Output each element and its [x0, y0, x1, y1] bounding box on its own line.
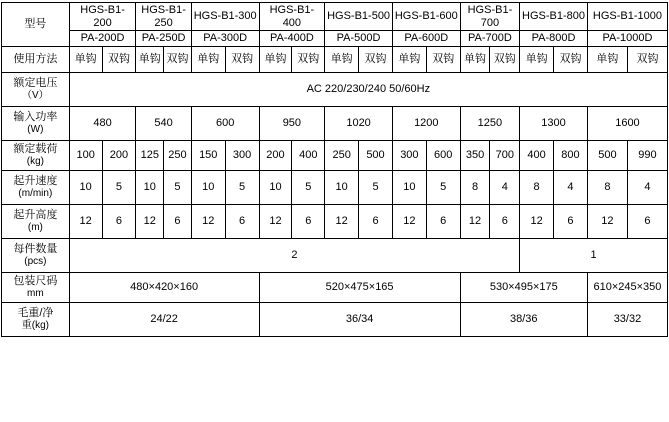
row-label-speed-unit: (m/min) — [18, 187, 53, 199]
table-row-height — [2, 204, 668, 238]
model-mid: 200 — [93, 16, 112, 29]
row-label-model: 型号 — [2, 3, 70, 47]
usage-cell: 单钩 — [69, 46, 102, 72]
model-cell — [325, 3, 393, 31]
voltage-value: AC 220/230/240 50/60Hz — [69, 72, 667, 106]
speed-value: 8 — [587, 170, 627, 204]
row-label-load-unit: (kg) — [26, 155, 44, 167]
model-top: HGS-B1- — [269, 4, 315, 16]
load-value: 300 — [392, 140, 426, 170]
model-top: HGS-B1-800 — [522, 10, 586, 23]
power-value: 600 — [191, 106, 259, 140]
table-row-power — [2, 106, 668, 140]
speed-value: 8 — [520, 170, 554, 204]
height-value: 6 — [102, 204, 136, 238]
model-cell — [587, 3, 667, 31]
speed-value: 5 — [359, 170, 393, 204]
row-label-usage: 使用方法 — [2, 46, 70, 72]
row-label-weight — [2, 302, 70, 336]
row-label-power-unit: (W) — [27, 123, 44, 135]
weight-value: 33/32 — [587, 302, 667, 336]
usage-cell: 双钩 — [102, 46, 136, 72]
load-value: 600 — [426, 140, 460, 170]
row-label-height-unit: (m) — [27, 221, 43, 233]
row-label-power-main: 输入功率 — [13, 111, 58, 124]
usage-cell: 单钩 — [136, 46, 164, 72]
load-value: 250 — [164, 140, 192, 170]
row-label-voltage — [2, 72, 70, 106]
row-label-height — [2, 204, 70, 238]
height-value: 12 — [460, 204, 490, 238]
speed-value: 5 — [164, 170, 192, 204]
height-value: 6 — [292, 204, 325, 238]
model-top: HGS-B1-600 — [394, 10, 458, 23]
height-value: 12 — [325, 204, 359, 238]
usage-cell: 双钩 — [164, 46, 192, 72]
speed-value: 10 — [191, 170, 225, 204]
load-value: 400 — [292, 140, 325, 170]
model-code: PA-500D — [325, 31, 393, 47]
load-value: 200 — [102, 140, 136, 170]
row-label-speed — [2, 170, 70, 204]
height-value: 6 — [164, 204, 192, 238]
load-value: 500 — [587, 140, 627, 170]
usage-cell: 单钩 — [460, 46, 490, 72]
height-value: 12 — [587, 204, 627, 238]
usage-cell: 双钩 — [426, 46, 460, 72]
power-value: 1020 — [325, 106, 393, 140]
usage-cell: 单钩 — [191, 46, 225, 72]
row-label-power — [2, 106, 70, 140]
model-code: PA-1000D — [587, 31, 667, 47]
height-value: 6 — [225, 204, 259, 238]
pack-size-value: 520×475×165 — [259, 272, 460, 302]
height-value: 6 — [627, 204, 667, 238]
row-label-quantity-unit: (pcs) — [24, 255, 47, 267]
height-value: 6 — [426, 204, 460, 238]
table-row-usage — [2, 46, 668, 72]
model-cell — [392, 3, 460, 31]
load-value: 100 — [69, 140, 102, 170]
power-value: 950 — [259, 106, 325, 140]
model-mid: 250 — [154, 16, 173, 29]
table-row-weight — [2, 302, 668, 336]
model-top: HGS-B1- — [141, 4, 186, 16]
row-label-quantity-main: 每件数量 — [13, 243, 58, 256]
usage-cell: 双钩 — [225, 46, 259, 72]
model-cell — [136, 3, 191, 31]
model-code: PA-250D — [136, 31, 191, 47]
speed-value: 10 — [69, 170, 102, 204]
speed-value: 10 — [392, 170, 426, 204]
power-value: 1200 — [392, 106, 460, 140]
table-row-quantity — [2, 238, 668, 272]
height-value: 12 — [259, 204, 292, 238]
height-value: 12 — [191, 204, 225, 238]
row-label-weight-unit: 重(kg) — [21, 319, 49, 331]
load-value: 500 — [359, 140, 393, 170]
model-top: HGS-B1- — [467, 4, 513, 16]
pack-size-value: 480×420×160 — [69, 272, 259, 302]
weight-value: 36/34 — [259, 302, 460, 336]
speed-value: 5 — [426, 170, 460, 204]
load-value: 125 — [136, 140, 164, 170]
load-value: 800 — [554, 140, 588, 170]
model-code: PA-700D — [460, 31, 520, 47]
usage-cell: 单钩 — [392, 46, 426, 72]
speed-value: 10 — [325, 170, 359, 204]
speed-value: 8 — [460, 170, 490, 204]
height-value: 6 — [554, 204, 588, 238]
row-label-pack-size-main: 包装尺码 — [13, 275, 58, 288]
height-value: 12 — [136, 204, 164, 238]
usage-cell: 单钩 — [587, 46, 627, 72]
usage-cell: 双钩 — [490, 46, 520, 72]
row-label-load — [2, 140, 70, 170]
table-row-load — [2, 140, 668, 170]
usage-cell: 单钩 — [520, 46, 554, 72]
row-label-pack-size-unit: mm — [27, 287, 44, 299]
model-cell — [259, 3, 325, 31]
load-value: 700 — [490, 140, 520, 170]
load-value: 250 — [325, 140, 359, 170]
usage-cell: 单钩 — [325, 46, 359, 72]
load-value: 990 — [627, 140, 667, 170]
power-value: 1300 — [520, 106, 588, 140]
model-cell — [520, 3, 588, 31]
load-value: 350 — [460, 140, 490, 170]
row-label-load-main: 额定载荷 — [13, 143, 58, 156]
usage-cell: 双钩 — [554, 46, 588, 72]
speed-value: 10 — [136, 170, 164, 204]
usage-cell: 单钩 — [259, 46, 292, 72]
model-code: PA-300D — [191, 31, 259, 47]
quantity-value: 2 — [69, 238, 519, 272]
load-value: 400 — [520, 140, 554, 170]
speed-value: 5 — [102, 170, 136, 204]
model-top: HGS-B1-500 — [327, 10, 391, 23]
model-code: PA-400D — [259, 31, 325, 47]
specification-table — [1, 2, 668, 337]
speed-value: 4 — [554, 170, 588, 204]
model-code: PA-600D — [392, 31, 460, 47]
model-mid: 400 — [282, 16, 302, 29]
table-row-model — [2, 3, 668, 31]
usage-cell: 双钩 — [292, 46, 325, 72]
row-label-quantity — [2, 238, 70, 272]
load-value: 200 — [259, 140, 292, 170]
table-row-pack-size — [2, 272, 668, 302]
row-label-height-main: 起升高度 — [13, 209, 58, 222]
height-value: 12 — [520, 204, 554, 238]
pack-size-value: 530×495×175 — [460, 272, 587, 302]
row-label-pack-size — [2, 272, 70, 302]
weight-value: 38/36 — [460, 302, 587, 336]
model-cell — [191, 3, 259, 31]
model-code: PA-800D — [520, 31, 588, 47]
table-row-speed — [2, 170, 668, 204]
power-value: 480 — [69, 106, 136, 140]
power-value: 1250 — [460, 106, 520, 140]
table-row-model-code — [2, 31, 668, 47]
model-cell — [460, 3, 520, 31]
row-label-weight-main: 毛重/净 — [17, 307, 54, 320]
weight-value: 24/22 — [69, 302, 259, 336]
height-value: 12 — [392, 204, 426, 238]
load-value: 300 — [225, 140, 259, 170]
row-label-voltage-main: 额定电压 — [13, 77, 58, 90]
row-label-voltage-unit: （V） — [22, 89, 49, 101]
load-value: 150 — [191, 140, 225, 170]
speed-value: 5 — [225, 170, 259, 204]
speed-value: 10 — [259, 170, 292, 204]
table-row-voltage — [2, 72, 668, 106]
model-top: HGS-B1- — [80, 4, 125, 16]
power-value: 540 — [136, 106, 191, 140]
speed-value: 4 — [627, 170, 667, 204]
model-mid: 700 — [480, 16, 500, 29]
model-code: PA-200D — [69, 31, 136, 47]
model-top: HGS-B1-1000 — [592, 10, 662, 23]
row-label-speed-main: 起升速度 — [13, 175, 58, 188]
power-value: 1600 — [587, 106, 667, 140]
model-top: HGS-B1-300 — [193, 10, 257, 23]
speed-value: 5 — [292, 170, 325, 204]
height-value: 12 — [69, 204, 102, 238]
pack-size-value: 610×245×350 — [587, 272, 667, 302]
height-value: 6 — [359, 204, 393, 238]
usage-cell: 双钩 — [627, 46, 667, 72]
model-cell — [69, 3, 136, 31]
speed-value: 4 — [490, 170, 520, 204]
usage-cell: 双钩 — [359, 46, 393, 72]
height-value: 6 — [490, 204, 520, 238]
quantity-value: 1 — [520, 238, 668, 272]
